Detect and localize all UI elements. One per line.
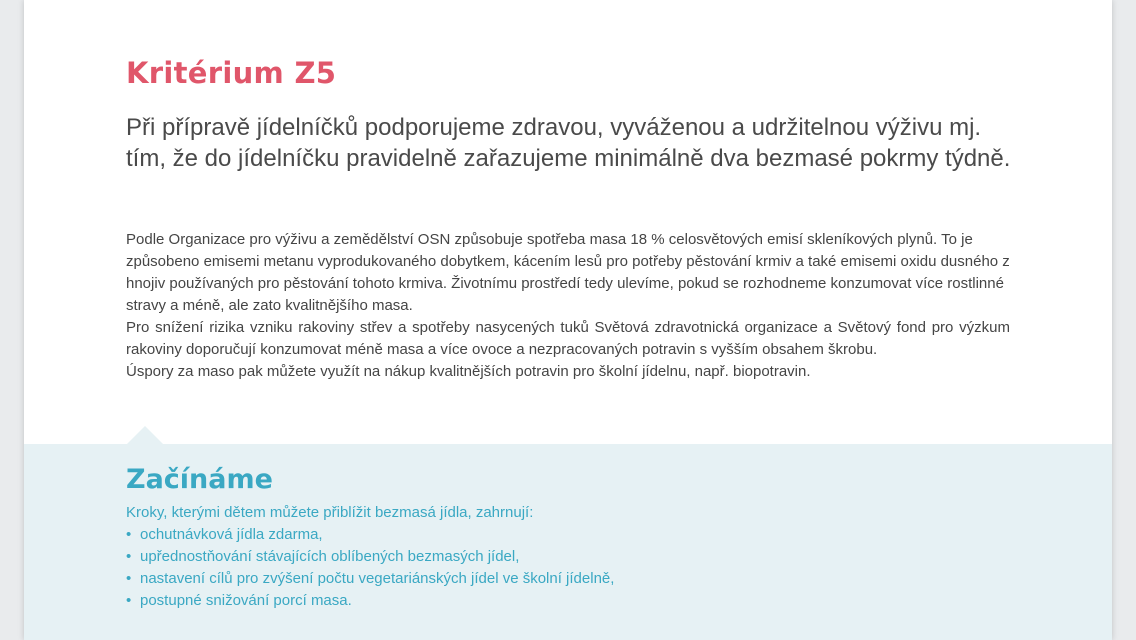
criterion-title: Kritérium Z5: [126, 56, 337, 90]
body-paragraph-emissions: Podle Organizace pro výživu a zemědělství OSN způsobuje spotřeba masa 18 % celosvětových emisí skleníkových plynů. To je způsobeno emisemi metanu vyprodukovaného dobytkem, kácením lesů pro potřeby pěstování krmiv a také emisemi oxidu dusného z hnojiv používaných pro pěstování tohoto krmiva. Životnímu prostředí tedy ulevíme, pokud se rozhodneme konzumovat více rostlinné stravy a méně, ale zato kvalitnějšího masa.: [126, 231, 1010, 314]
criterion-lead: Při přípravě jídelníčků podporujeme zdravou, vyváženou a udržitelnou výživu mj. tím, že do jídelníčku pravidelně zařazujeme minimálně dva bezmasé pokrmy týdně.: [126, 114, 1011, 172]
list-item-text: upřednostňování stávajících oblíbených bezmasých jídel,: [140, 548, 520, 565]
list-item-text: postupné snižování porcí masa.: [140, 592, 352, 609]
criterion-section: [24, 0, 1112, 444]
section-pointer: [127, 426, 163, 444]
bullet-icon: •: [126, 548, 132, 565]
list-item: [126, 546, 614, 568]
document-page: [24, 0, 1112, 640]
bullet-icon: •: [126, 592, 132, 609]
bullet-icon: •: [126, 526, 132, 543]
criterion-body: [126, 229, 1010, 383]
list-item-text: nastavení cílů pro zvýšení počtu vegetariánských jídel ve školní jídelně,: [140, 570, 615, 587]
getting-started-title: Začínáme: [126, 464, 273, 495]
getting-started-section: [24, 444, 1112, 640]
getting-started-intro: Kroky, kterými dětem můžete přiblížit bezmasá jídla, zahrnují:: [126, 504, 534, 521]
body-paragraph-savings: Úspory za maso pak můžete využít na nákup kvalitnějších potravin pro školní jídelnu, např. biopotravin.: [126, 363, 811, 380]
list-item-text: ochutnávková jídla zdarma,: [140, 526, 323, 543]
bullet-icon: •: [126, 570, 132, 587]
steps-list: [126, 524, 614, 612]
list-item: [126, 590, 614, 612]
list-item: [126, 524, 614, 546]
list-item: [126, 568, 614, 590]
body-paragraph-health: Pro snížení rizika vzniku rakoviny střev a spotřeby nasycených tuků Světová zdravotnická organizace a Světový fond pro výzkum rakoviny doporučují konzumovat méně masa a více ovoce a nezpracovaných potravin s vyšším obsahem škrobu.: [126, 319, 1010, 358]
